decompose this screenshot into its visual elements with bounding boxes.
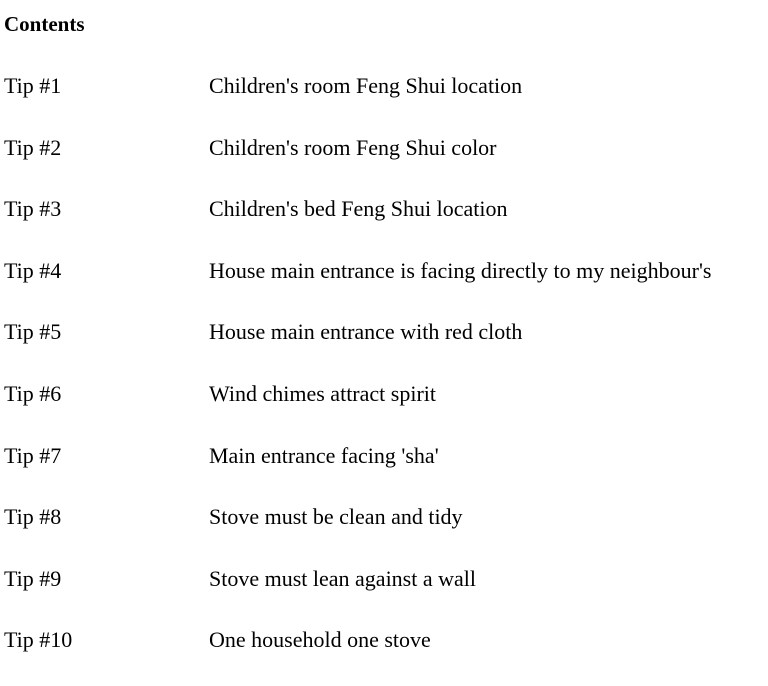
tip-title: Children's bed Feng Shui location	[209, 196, 508, 222]
tip-number: Tip #5	[4, 319, 62, 345]
contents-row	[4, 316, 768, 378]
tip-title: Stove must be clean and tidy	[209, 504, 463, 530]
tip-title: Main entrance facing 'sha'	[209, 442, 439, 468]
tip-title: Wind chimes attract spirit	[209, 380, 436, 406]
tip-number: Tip #4	[4, 257, 62, 283]
contents-row	[4, 501, 768, 563]
tip-number: Tip #7	[4, 442, 62, 468]
tip-number: Tip #9	[4, 565, 62, 591]
contents-row	[4, 624, 768, 686]
tip-title: House main entrance with red cloth	[209, 319, 523, 345]
tip-number: Tip #6	[4, 380, 62, 406]
contents-row	[4, 378, 768, 440]
contents-row	[4, 132, 768, 194]
contents-row	[4, 255, 768, 317]
tip-title: One household one stove	[209, 627, 431, 653]
contents-row	[4, 70, 768, 132]
tip-number: Tip #8	[4, 504, 62, 530]
contents-row	[4, 193, 768, 255]
tip-title: Children's room Feng Shui color	[209, 134, 497, 160]
tip-number: Tip #1	[4, 73, 62, 98]
tip-number: Tip #2	[4, 134, 62, 160]
tip-title: Stove must lean against a wall	[209, 565, 476, 591]
contents-heading: Contents	[4, 12, 85, 36]
contents-row	[4, 563, 768, 625]
tip-number: Tip #10	[4, 627, 73, 653]
tip-number: Tip #3	[4, 196, 62, 222]
contents-list	[4, 70, 768, 686]
tip-title: House main entrance is facing directly to my neighbour's	[209, 257, 712, 283]
tip-title: Children's room Feng Shui location	[209, 73, 523, 98]
contents-row	[4, 440, 768, 502]
